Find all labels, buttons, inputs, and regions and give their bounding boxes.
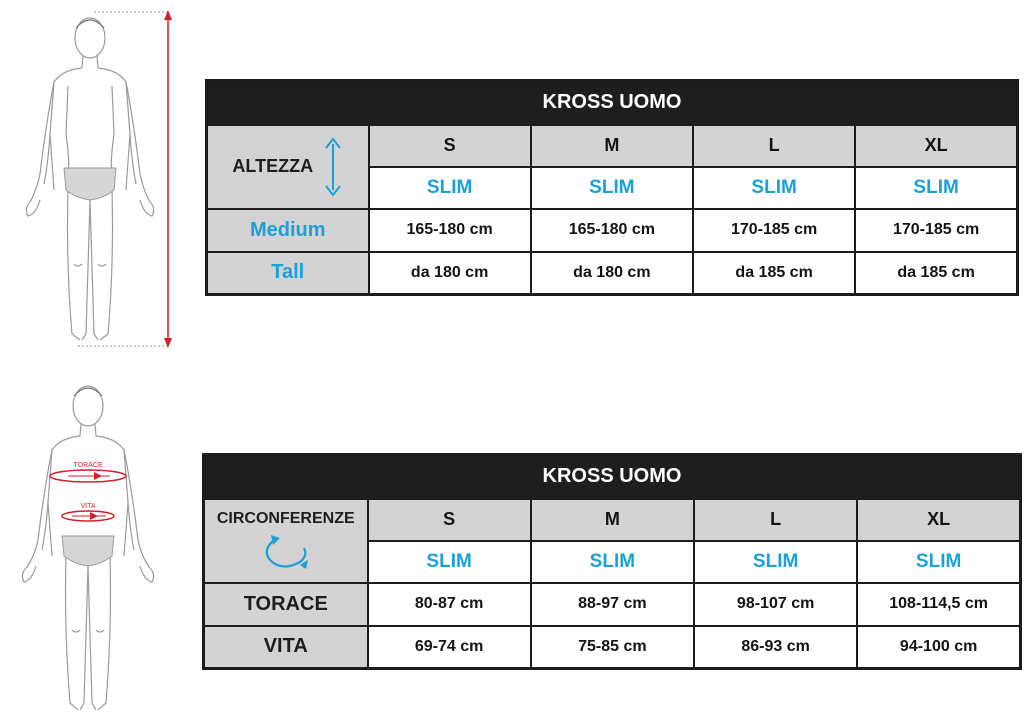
row-label-torace: TORACE: [204, 583, 368, 626]
row-label-vita: VITA: [204, 626, 368, 669]
value-cell: da 185 cm: [855, 252, 1017, 295]
size-header-l: L: [694, 499, 857, 541]
circumference-measure-figure: [10, 378, 170, 723]
table-title: KROSS UOMO: [204, 455, 1021, 499]
value-cell: 80-87 cm: [368, 583, 531, 626]
value-cell: 86-93 cm: [694, 626, 857, 669]
size-header-m: M: [531, 125, 693, 167]
fit-label: SLIM: [368, 541, 531, 583]
value-cell: da 180 cm: [531, 252, 693, 295]
circonferenze-corner-cell: [204, 499, 368, 583]
value-cell: 88-97 cm: [531, 583, 694, 626]
circumference-size-table: [202, 453, 1022, 670]
value-cell: 94-100 cm: [857, 626, 1020, 669]
circular-arrow-icon: [260, 532, 312, 572]
row-label-medium: Medium: [207, 209, 369, 252]
altezza-corner-cell: [207, 125, 369, 209]
fit-label: SLIM: [531, 167, 693, 209]
size-header-m: M: [531, 499, 694, 541]
altezza-label: ALTEZZA: [232, 156, 314, 176]
value-cell: da 180 cm: [369, 252, 531, 295]
height-measure-figure: [10, 4, 185, 354]
table-title: KROSS UOMO: [207, 81, 1018, 125]
chest-label: TORACE: [73, 462, 103, 469]
table-row: [207, 252, 1018, 295]
table-row: [204, 626, 1021, 669]
value-cell: 165-180 cm: [531, 209, 693, 252]
table-row: [207, 209, 1018, 252]
size-header-xl: XL: [855, 125, 1017, 167]
fit-label: SLIM: [693, 167, 855, 209]
fit-label: SLIM: [857, 541, 1020, 583]
table-row: [204, 583, 1021, 626]
size-header-s: S: [369, 125, 531, 167]
vertical-double-arrow-icon: [323, 136, 343, 198]
fit-label: SLIM: [855, 167, 1017, 209]
value-cell: 108-114,5 cm: [857, 583, 1020, 626]
size-header-s: S: [368, 499, 531, 541]
fit-label: SLIM: [369, 167, 531, 209]
value-cell: 98-107 cm: [694, 583, 857, 626]
circonferenze-label: CIRCONFERENZE: [216, 509, 355, 527]
value-cell: da 185 cm: [693, 252, 855, 295]
height-size-table: [205, 79, 1019, 296]
fit-label: SLIM: [694, 541, 857, 583]
fit-label: SLIM: [531, 541, 694, 583]
value-cell: 165-180 cm: [369, 209, 531, 252]
waist-label: VITA: [80, 503, 96, 510]
value-cell: 170-185 cm: [855, 209, 1017, 252]
value-cell: 69-74 cm: [368, 626, 531, 669]
size-header-xl: XL: [857, 499, 1020, 541]
value-cell: 170-185 cm: [693, 209, 855, 252]
size-header-l: L: [693, 125, 855, 167]
value-cell: 75-85 cm: [531, 626, 694, 669]
row-label-tall: Tall: [207, 252, 369, 295]
